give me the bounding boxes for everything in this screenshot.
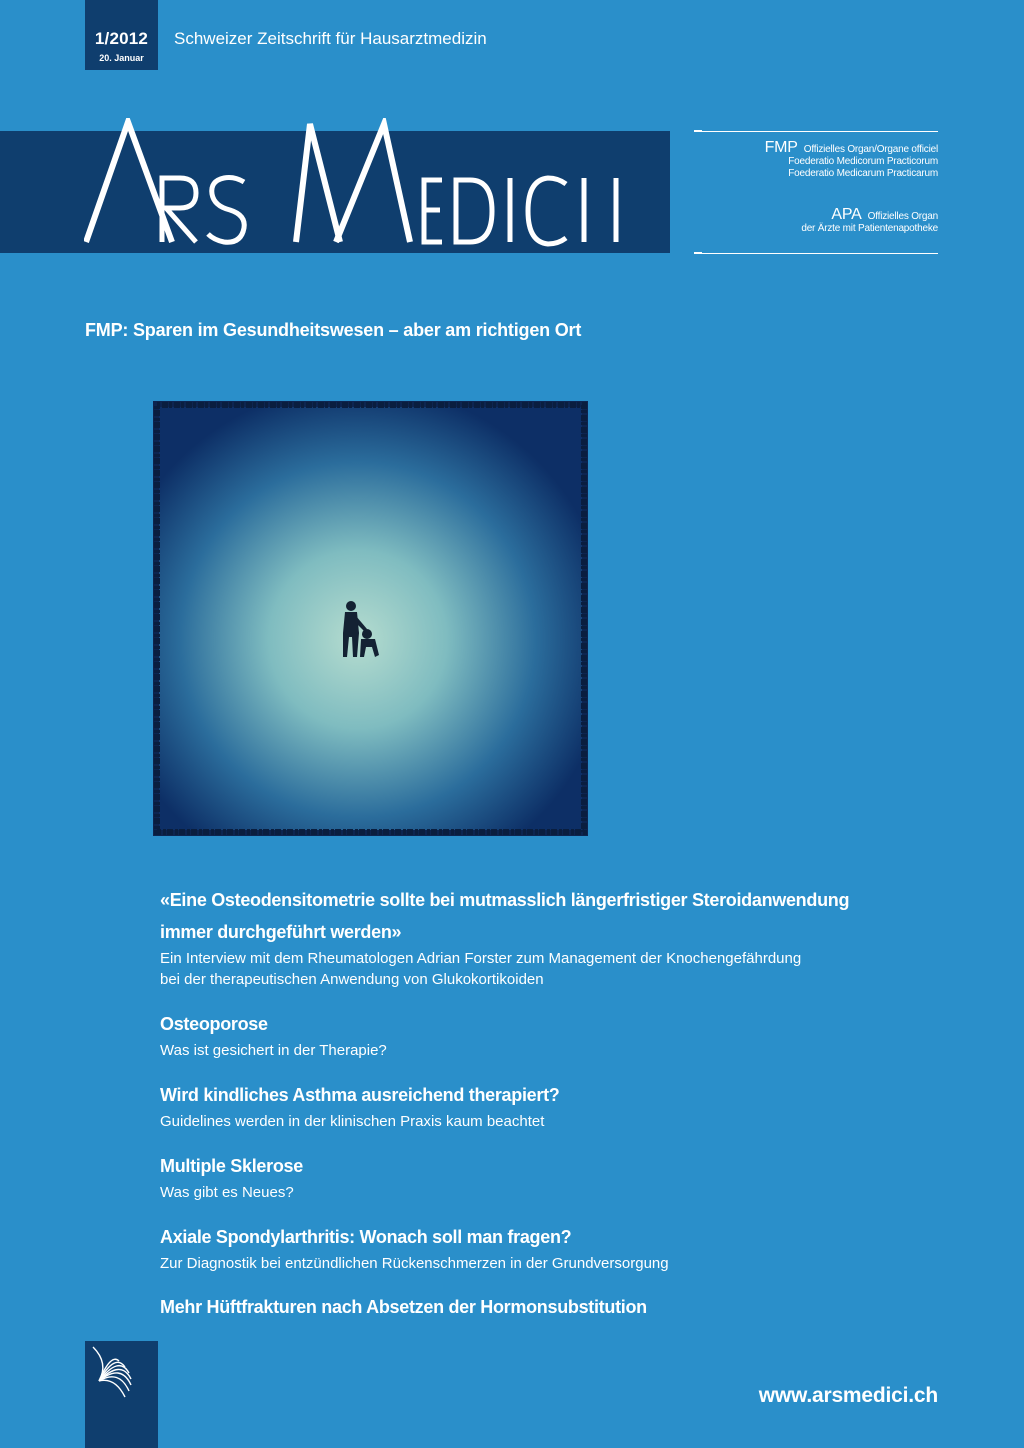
- toc-item-4-title: Multiple Sklerose: [160, 1156, 303, 1176]
- toc-item-1-subtitle-line2: bei der therapeutischen Anwendung von Glukokortikoiden: [160, 971, 544, 988]
- publisher-logo-icon: [85, 1341, 158, 1421]
- journal-subtitle: Schweizer Zeitschrift für Hausarztmedizin: [174, 29, 487, 48]
- issue-number: 1/2012: [94, 29, 149, 48]
- cover-headline: FMP: Sparen im Gesundheitswesen – aber am richtigen Ort: [85, 320, 582, 340]
- fmp-abbr: FMP: [764, 139, 798, 156]
- apa-abbr: APA: [831, 206, 862, 223]
- toc-item-1-title-line1: «Eine Osteodensitometrie sollte bei mutmasslich längerfristiger Steroidanwendung: [160, 890, 850, 910]
- toc-item-5-title: Axiale Spondylarthritis: Wonach soll man fragen?: [160, 1227, 572, 1247]
- toc-item-2-title: Osteoporose: [160, 1014, 268, 1034]
- toc-item-1-title-line2: immer durchgeführt werden»: [160, 922, 402, 942]
- header-rule-top: [694, 131, 938, 132]
- toc-item-6-title: Mehr Hüftfrakturen nach Absetzen der Hormonsubstitution: [160, 1297, 647, 1317]
- fmp-organ-block: [764, 139, 938, 180]
- website-link[interactable]: www.arsmedici.ch: [758, 1384, 938, 1407]
- toc-item-5-subtitle: Zur Diagnostik bei entzündlichen Rückenschmerzen in der Grundversorgung: [160, 1255, 669, 1272]
- toc-item-3-subtitle: Guidelines werden in der klinischen Praxis kaum beachtet: [160, 1113, 545, 1130]
- fmp-line1: Offizielles Organ/Organe officiel: [803, 144, 938, 155]
- apa-line1: Offizielles Organ: [867, 211, 938, 222]
- header-rule-tick: [694, 130, 702, 132]
- header-rule-tick: [694, 252, 702, 254]
- toc-item-2-subtitle: Was ist gesichert in der Therapie?: [160, 1042, 387, 1059]
- ars-medici-logo: [84, 118, 664, 253]
- toc-item-3-title: Wird kindliches Asthma ausreichend therapiert?: [160, 1085, 560, 1105]
- fmp-line3: Foederatio Medicarum Practicarum: [788, 168, 938, 179]
- issue-date: 20. Januar: [99, 53, 144, 63]
- toc-item-4-subtitle: Was gibt es Neues?: [160, 1184, 294, 1201]
- fmp-line2: Foederatio Medicorum Practicorum: [788, 156, 938, 167]
- apa-line2: der Ärzte mit Patientenapotheke: [801, 223, 938, 234]
- cover-photo: [153, 401, 588, 836]
- header-rule-bottom: [694, 253, 938, 254]
- apa-organ-block: [801, 206, 938, 235]
- toc-item-1-subtitle-line1: Ein Interview mit dem Rheumatologen Adrian Forster zum Management der Knochengefährdung: [160, 950, 802, 967]
